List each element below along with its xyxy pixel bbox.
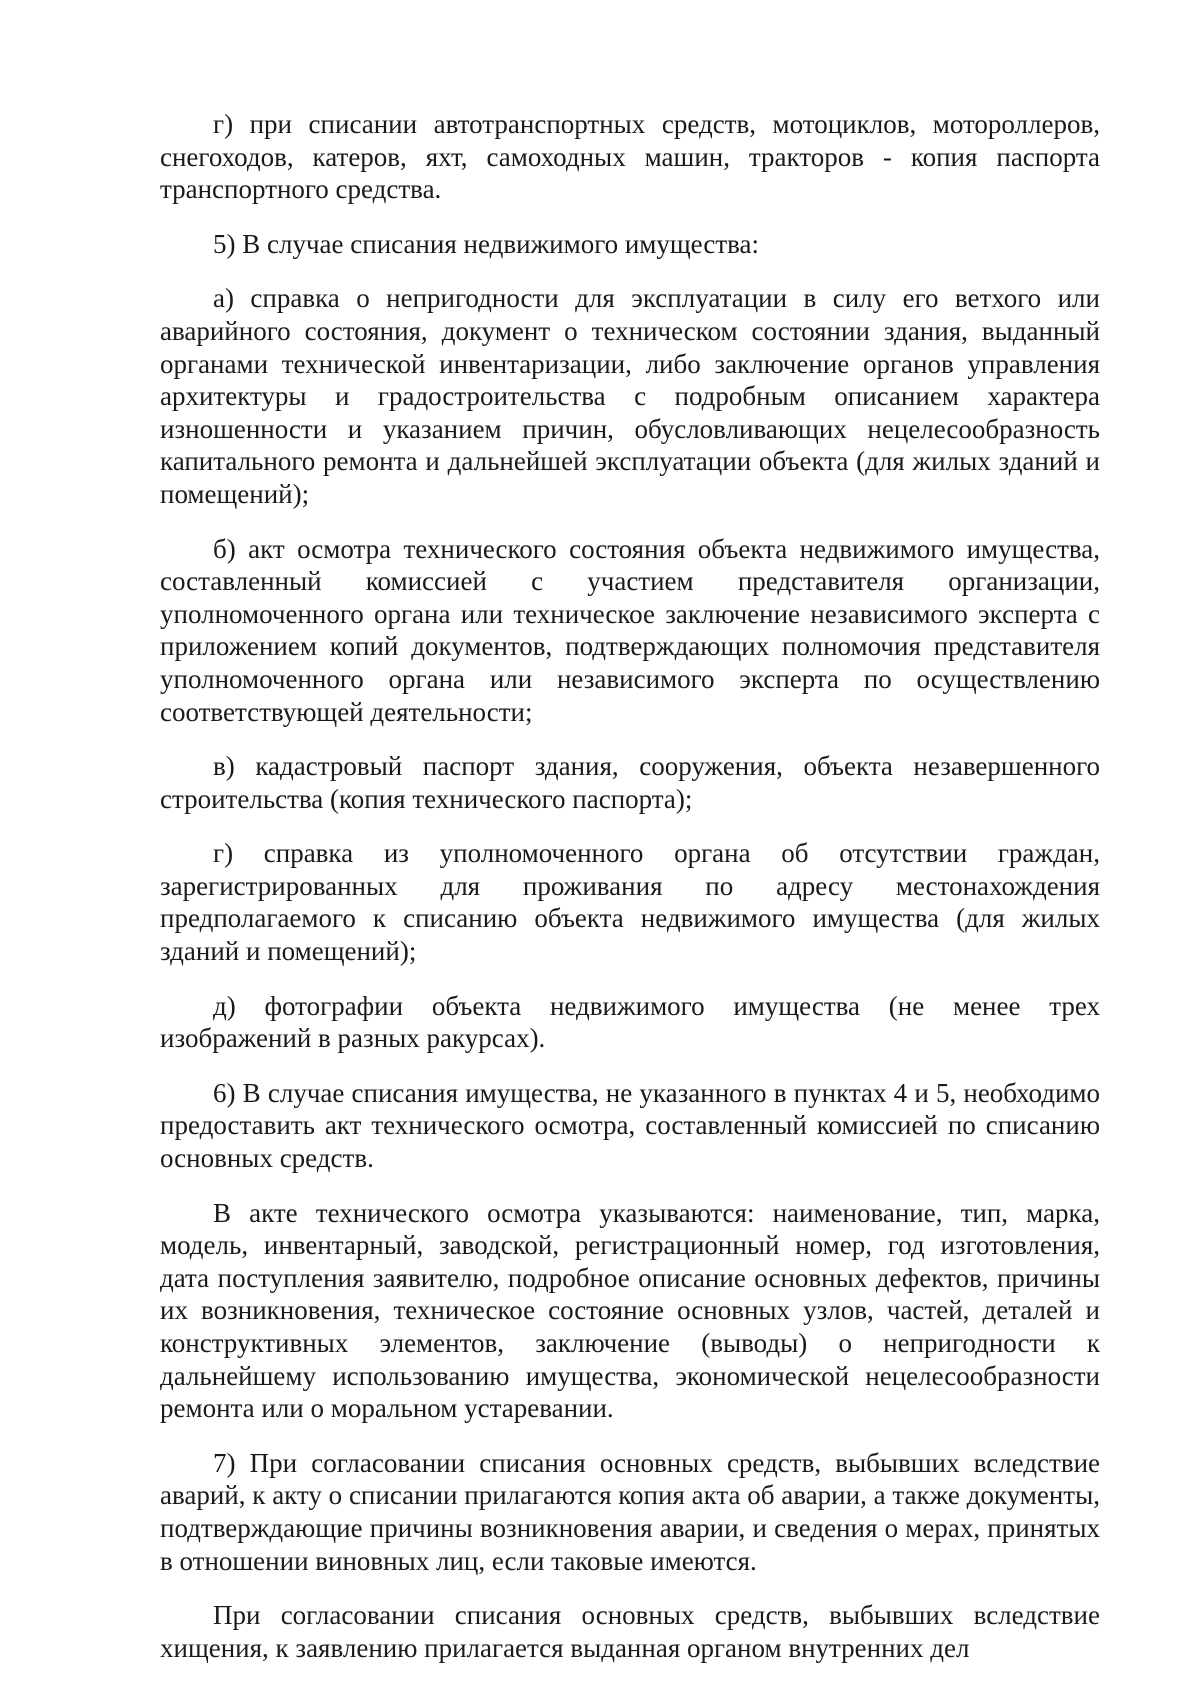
paragraph-real-estate-heading: 5) В случае списания недвижимого имущества:	[213, 228, 759, 259]
document-body	[160, 108, 1100, 1686]
paragraph-unfitness-certificate: а) справка о непригодности для эксплуатации в силу его ветхого или аварийного состояния, документ о техническом состоянии здания, выданный органами технической инвентаризации, либо заключение органов управления архитектуры и градостроительства с подробным описанием характера изношенности и указанием причин, обусловливающих нецелесообразность капитального ремонта и дальнейшей эксплуатации объекта (для жилых зданий и помещений);	[160, 283, 1100, 509]
paragraph-theft: При согласовании списания основных средств, выбывших вследствие хищения, к заявлению прилагается выданная органом внутренних дел	[160, 1600, 1100, 1663]
paragraph-inspection-act: б) акт осмотра технического состояния объекта недвижимого имущества, составленный комиссией с участием представителя организации, уполномоченного органа или техническое заключение независимого эксперта с приложением копий документов, подтверждающих полномочия представителя уполномоченного органа или независимого эксперта по осуществлению соответствующей деятельности;	[160, 533, 1100, 727]
paragraph-cadastral-passport: в) кадастровый паспорт здания, сооружения, объекта незавершенного строительства (копия технического паспорта);	[160, 751, 1100, 814]
paragraph-inspection-act-contents: В акте технического осмотра указываются: наименование, тип, марка, модель, инвентарный, заводской, регистрационный номер, год изготовления, дата поступления заявителю, подробное описание основных дефектов, причины их возникновения, техническое состояние основных узлов, частей, деталей и конструктивных элементов, заключение (выводы) о непригодности к дальнейшему использованию имущества, экономической нецелесообразности ремонта или о моральном устаревании.	[160, 1197, 1100, 1424]
paragraph-other-property: 6) В случае списания имущества, не указанного в пунктах 4 и 5, необходимо предоставить акт технического осмотра, составленный комиссией по списанию основных средств.	[160, 1077, 1100, 1174]
paragraph-accidents: 7) При согласовании списания основных средств, выбывших вследствие аварий, к акту о списании прилагаются копия акта об аварии, а также документы, подтверждающие причины возникновения аварии, и сведения о мерах, принятых в отношении виновных лиц, если таковые имеются.	[160, 1447, 1100, 1576]
paragraph-photographs: д) фотографии объекта недвижимого имущества (не менее трех изображений в разных ракурсах).	[160, 990, 1100, 1054]
paragraph-registered-citizens: г) справка из уполномоченного органа об отсутствии граждан, зарегистрированных для проживания по адресу местонахождения предполагаемого к списанию объекта недвижимого имущества (для жилых зданий и помещений);	[160, 838, 1100, 967]
paragraph-vehicles-passport: г) при списании автотранспортных средств, мотоциклов, мотороллеров, снегоходов, катеров, яхт, самоходных машин, тракторов - копия паспорта транспортного средства.	[160, 109, 1100, 205]
